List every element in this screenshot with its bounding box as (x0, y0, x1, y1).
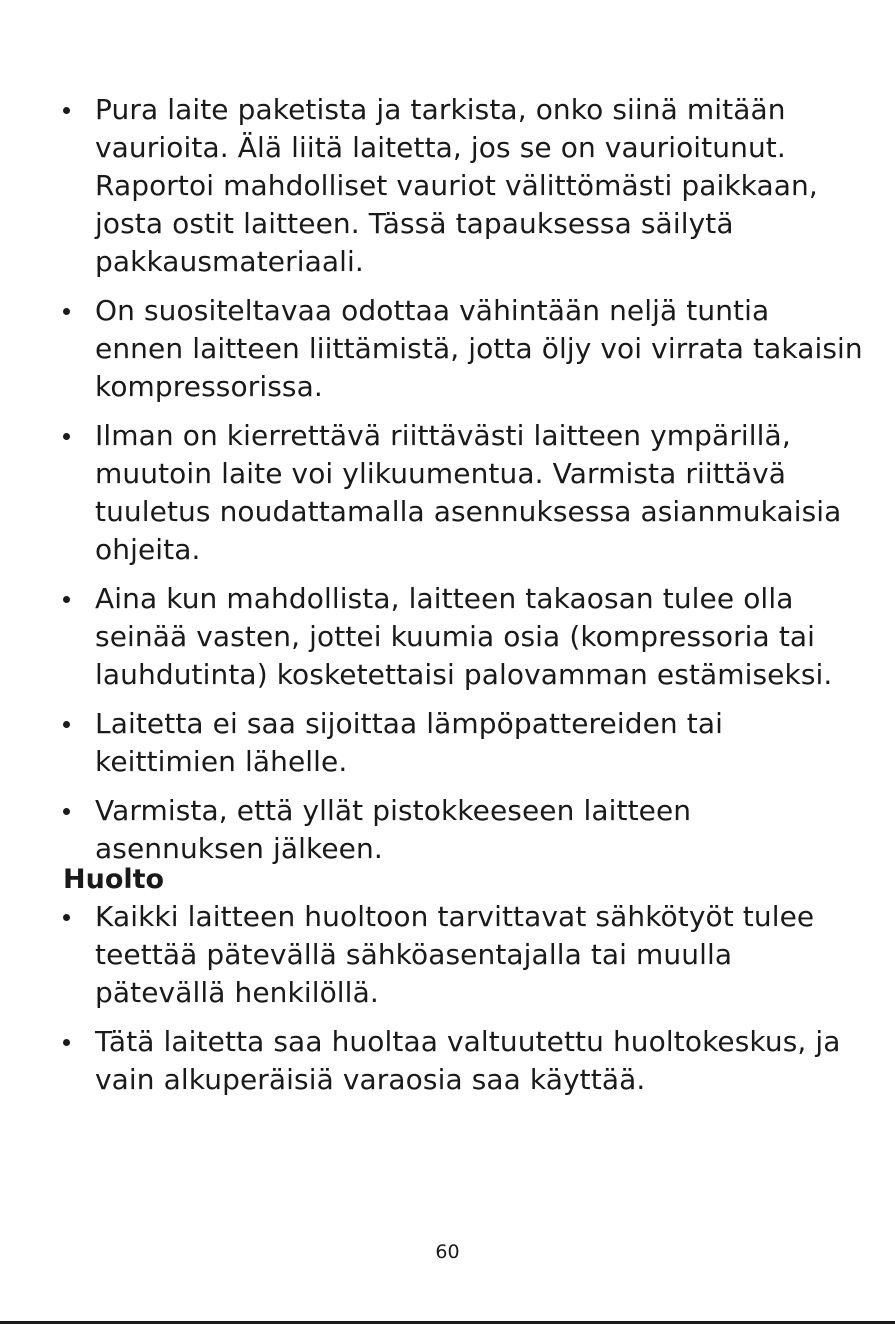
section-heading-service: Huolto (63, 864, 165, 895)
bullet-icon (63, 1039, 70, 1046)
service-bullet-list (0, 898, 895, 1110)
bullet-icon (63, 721, 70, 728)
list-item (0, 1023, 895, 1099)
bullet-icon (63, 107, 70, 114)
bullet-icon (63, 596, 70, 603)
list-item-text: Pura laite paketista ja tarkista, onko siinä mitään vaurioita. Älä liitä laitetta, jos se on vaurioitunut. Raportoi mahdolliset vauriot välittömästi paikkaan, josta ostit laitteen. Tässä tapauksessa säilytä pakkausmateriaali. (95, 93, 818, 278)
bullet-icon (63, 914, 70, 921)
list-item (0, 580, 895, 694)
list-item-text: Ilman on kierrettävä riittävästi laitteen ympärillä, muutoin laite voi ylikuumentua. Varmista riittävä tuuletus noudattamalla asennuksessa asianmukaisia ohjeita. (95, 419, 842, 566)
list-item-text: Tätä laitetta saa huoltaa valtuutettu huoltokeskus, ja vain alkuperäisiä varaosia saa käyttää. (95, 1025, 841, 1096)
list-item (0, 91, 895, 281)
installation-bullet-list (0, 91, 895, 879)
bullet-icon (63, 433, 70, 440)
list-item-text: On suositeltavaa odottaa vähintään neljä tuntia ennen laitteen liittämistä, jotta öljy voi virrata takaisin kompressorissa. (95, 294, 863, 403)
list-item (0, 898, 895, 1012)
list-item (0, 792, 895, 868)
list-item-text: Laitetta ei saa sijoittaa lämpöpattereiden tai keittimien lähelle. (95, 707, 723, 778)
page-number: 60 (435, 1241, 460, 1263)
list-item (0, 292, 895, 406)
bullet-icon (63, 308, 70, 315)
list-item (0, 417, 895, 569)
list-item-text: Aina kun mahdollista, laitteen takaosan tulee olla seinää vasten, jottei kuumia osia (kompressoria tai lauhdutinta) kosketettaisi palovamman estämiseksi. (95, 582, 833, 691)
list-item-text: Varmista, että yllät pistokkeeseen laitteen asennuksen jälkeen. (95, 794, 692, 865)
list-item (0, 705, 895, 781)
bullet-icon (63, 808, 70, 815)
list-item-text: Kaikki laitteen huoltoon tarvittavat sähkötyöt tulee teettää pätevällä sähköasentajalla tai muulla pätevällä henkilöllä. (95, 900, 815, 1009)
